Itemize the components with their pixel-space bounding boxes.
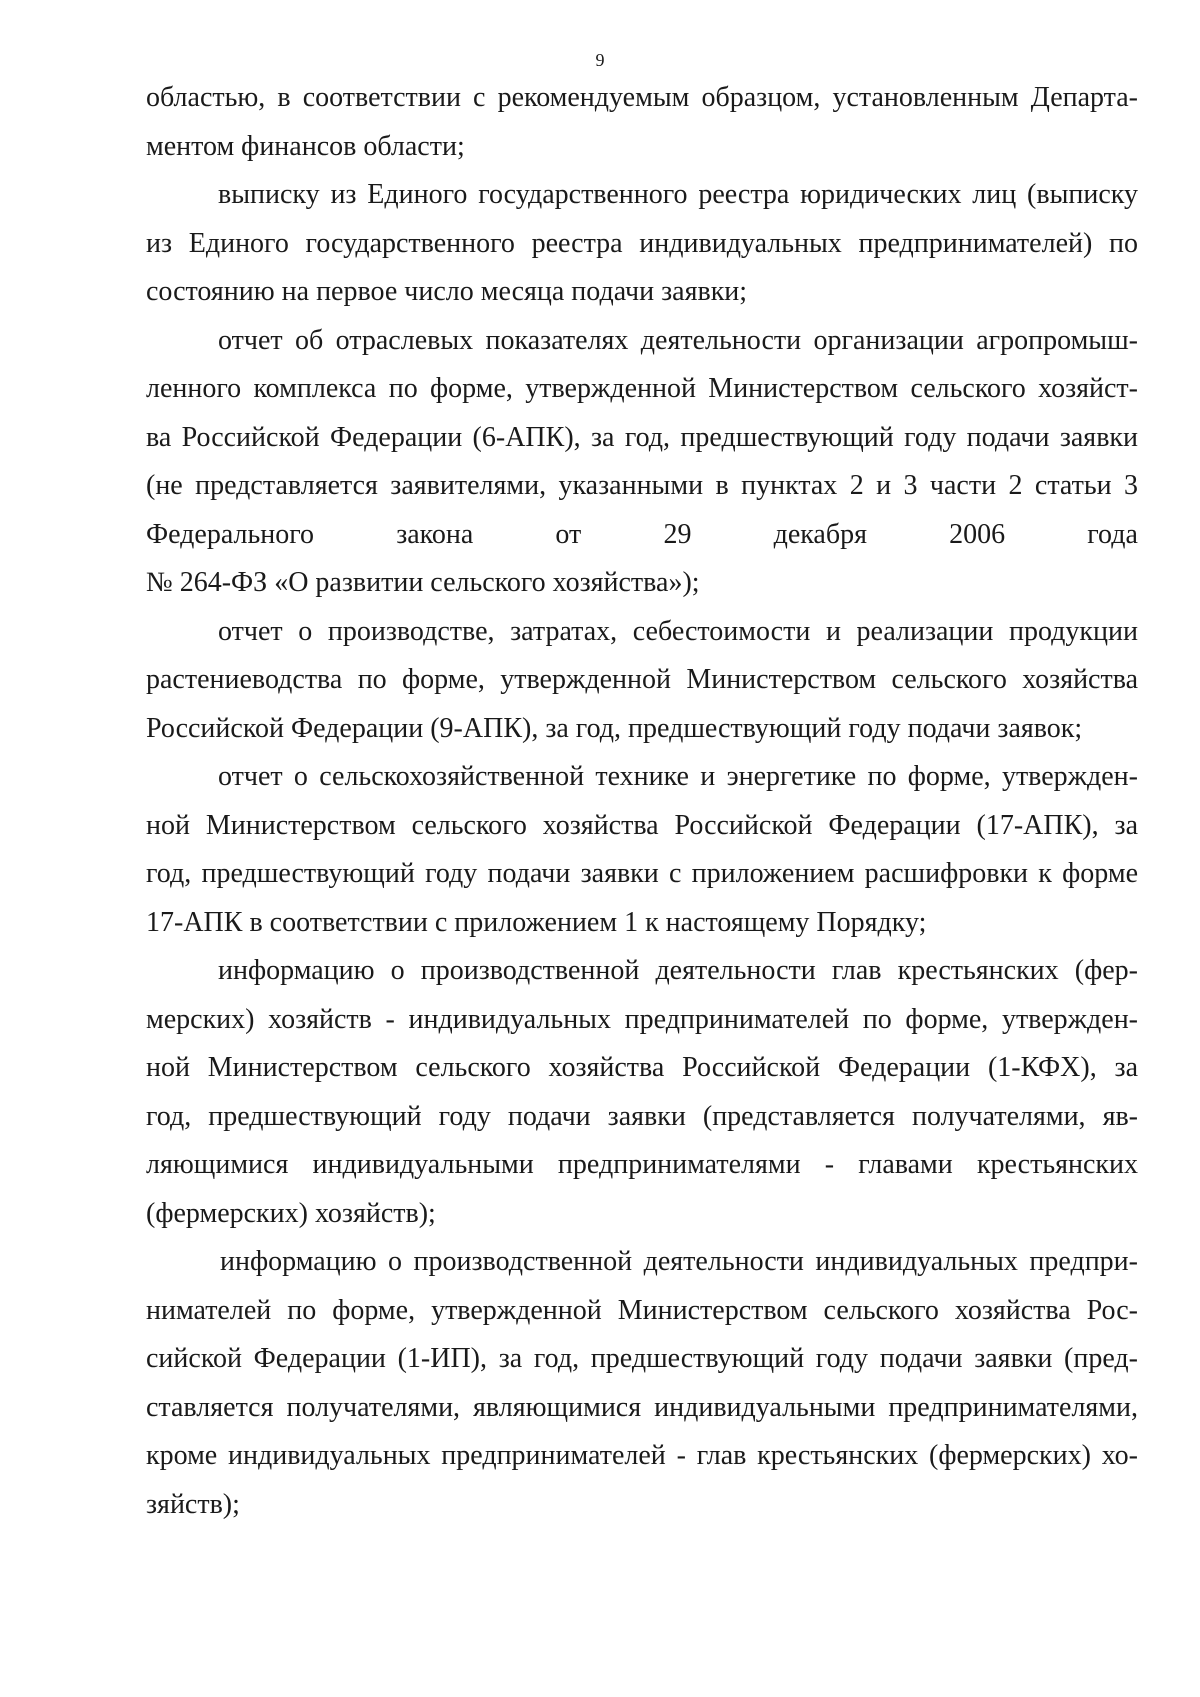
text-line: отчет о сельскохозяйственной технике и энергетике по форме, утвержден- (218, 761, 1138, 792)
text-line: информацию о производственной деятельности индивидуальных предпри- (220, 1246, 1138, 1277)
text-line: кроме индивидуальных предпринимателей - глав крестьянских (фермерских) хо- (146, 1440, 1138, 1471)
text-line: № 264-ФЗ «О развитии сельского хозяйства»); (146, 567, 700, 598)
text-line: (фермерских) хозяйств); (146, 1197, 436, 1229)
text-line: отчет об отраслевых показателях деятельности организации агропромыш- (218, 324, 1138, 356)
text-line: ставляется получателями, являющимися индивидуальными предпринимателями, (146, 1391, 1138, 1423)
text-line: ной Министерством сельского хозяйства Российской Федерации (1-КФХ), за (146, 1052, 1138, 1083)
text-line: сийской Федерации (1-ИП), за год, предшествующий году подачи заявки (пред- (146, 1343, 1138, 1374)
text-line: мерских) хозяйств - индивидуальных предпринимателей по форме, утвержден- (146, 1003, 1138, 1035)
paragraph-5 (146, 753, 1138, 947)
text-line: нимателей по форме, утвержденной Министерством сельского хозяйства Рос- (146, 1294, 1138, 1326)
paragraph-2 (146, 171, 1138, 317)
text-line: год, предшествующий году подачи заявки с приложением расшифровки к форме (146, 858, 1138, 889)
text-line: ленного комплекса по форме, утвержденной Министерством сельского хозяйст- (146, 373, 1138, 404)
paragraph-6 (146, 947, 1138, 1238)
text-line: информацию о производственной деятельности глав крестьянских (фер- (218, 955, 1138, 986)
paragraph-3 (146, 317, 1138, 608)
text-line: год, предшествующий году подачи заявки (представляется получателями, яв- (146, 1100, 1138, 1132)
text-line: выписку из Единого государственного реестра юридических лиц (выписку (218, 179, 1138, 210)
word: Федерального (146, 518, 315, 550)
text-line: ментом финансов области; (146, 130, 465, 162)
word: закона (396, 518, 474, 550)
word: года (1087, 518, 1138, 550)
paragraph-4 (146, 608, 1138, 754)
word: 2006 (949, 518, 1006, 550)
paragraph-7 (146, 1238, 1138, 1529)
text-line: (не представляется заявителями, указанными в пунктах 2 и 3 части 2 статьи 3 (146, 470, 1138, 501)
paragraph-1 (146, 74, 1138, 171)
text-line: из Единого государственного реестра индивидуальных предпринимателей) по (146, 227, 1138, 259)
text-line: зяйств); (146, 1488, 240, 1520)
text-line: ной Министерством сельского хозяйства Российской Федерации (17-АПК), за (146, 809, 1138, 841)
text-line: 17-АПК в соответствии с приложением 1 к настоящему Порядку; (146, 906, 927, 938)
word: декабря (773, 518, 867, 550)
text-line: растениеводства по форме, утвержденной Министерством сельского хозяйства (146, 664, 1138, 695)
text-line: состоянию на первое число месяца подачи заявки; (146, 276, 748, 307)
text-line: ляющимися индивидуальными предпринимателями - главами крестьянских (146, 1149, 1138, 1180)
text-line: областью, в соответствии с рекомендуемым образцом, установленным Департа- (146, 82, 1138, 113)
page-number: 9 (595, 50, 605, 70)
word: 29 (663, 518, 692, 550)
text-line: отчет о производстве, затратах, себестоимости и реализации продукции (218, 615, 1138, 647)
text-line: ва Российской Федерации (6-АПК), за год, предшествующий году подачи заявки (146, 421, 1138, 453)
text-line: Российской Федерации (9-АПК), за год, предшествующий году подачи заявок; (146, 712, 1083, 744)
word: от (555, 518, 582, 550)
spread-text-line (146, 511, 1138, 560)
document-body (146, 74, 1138, 1529)
